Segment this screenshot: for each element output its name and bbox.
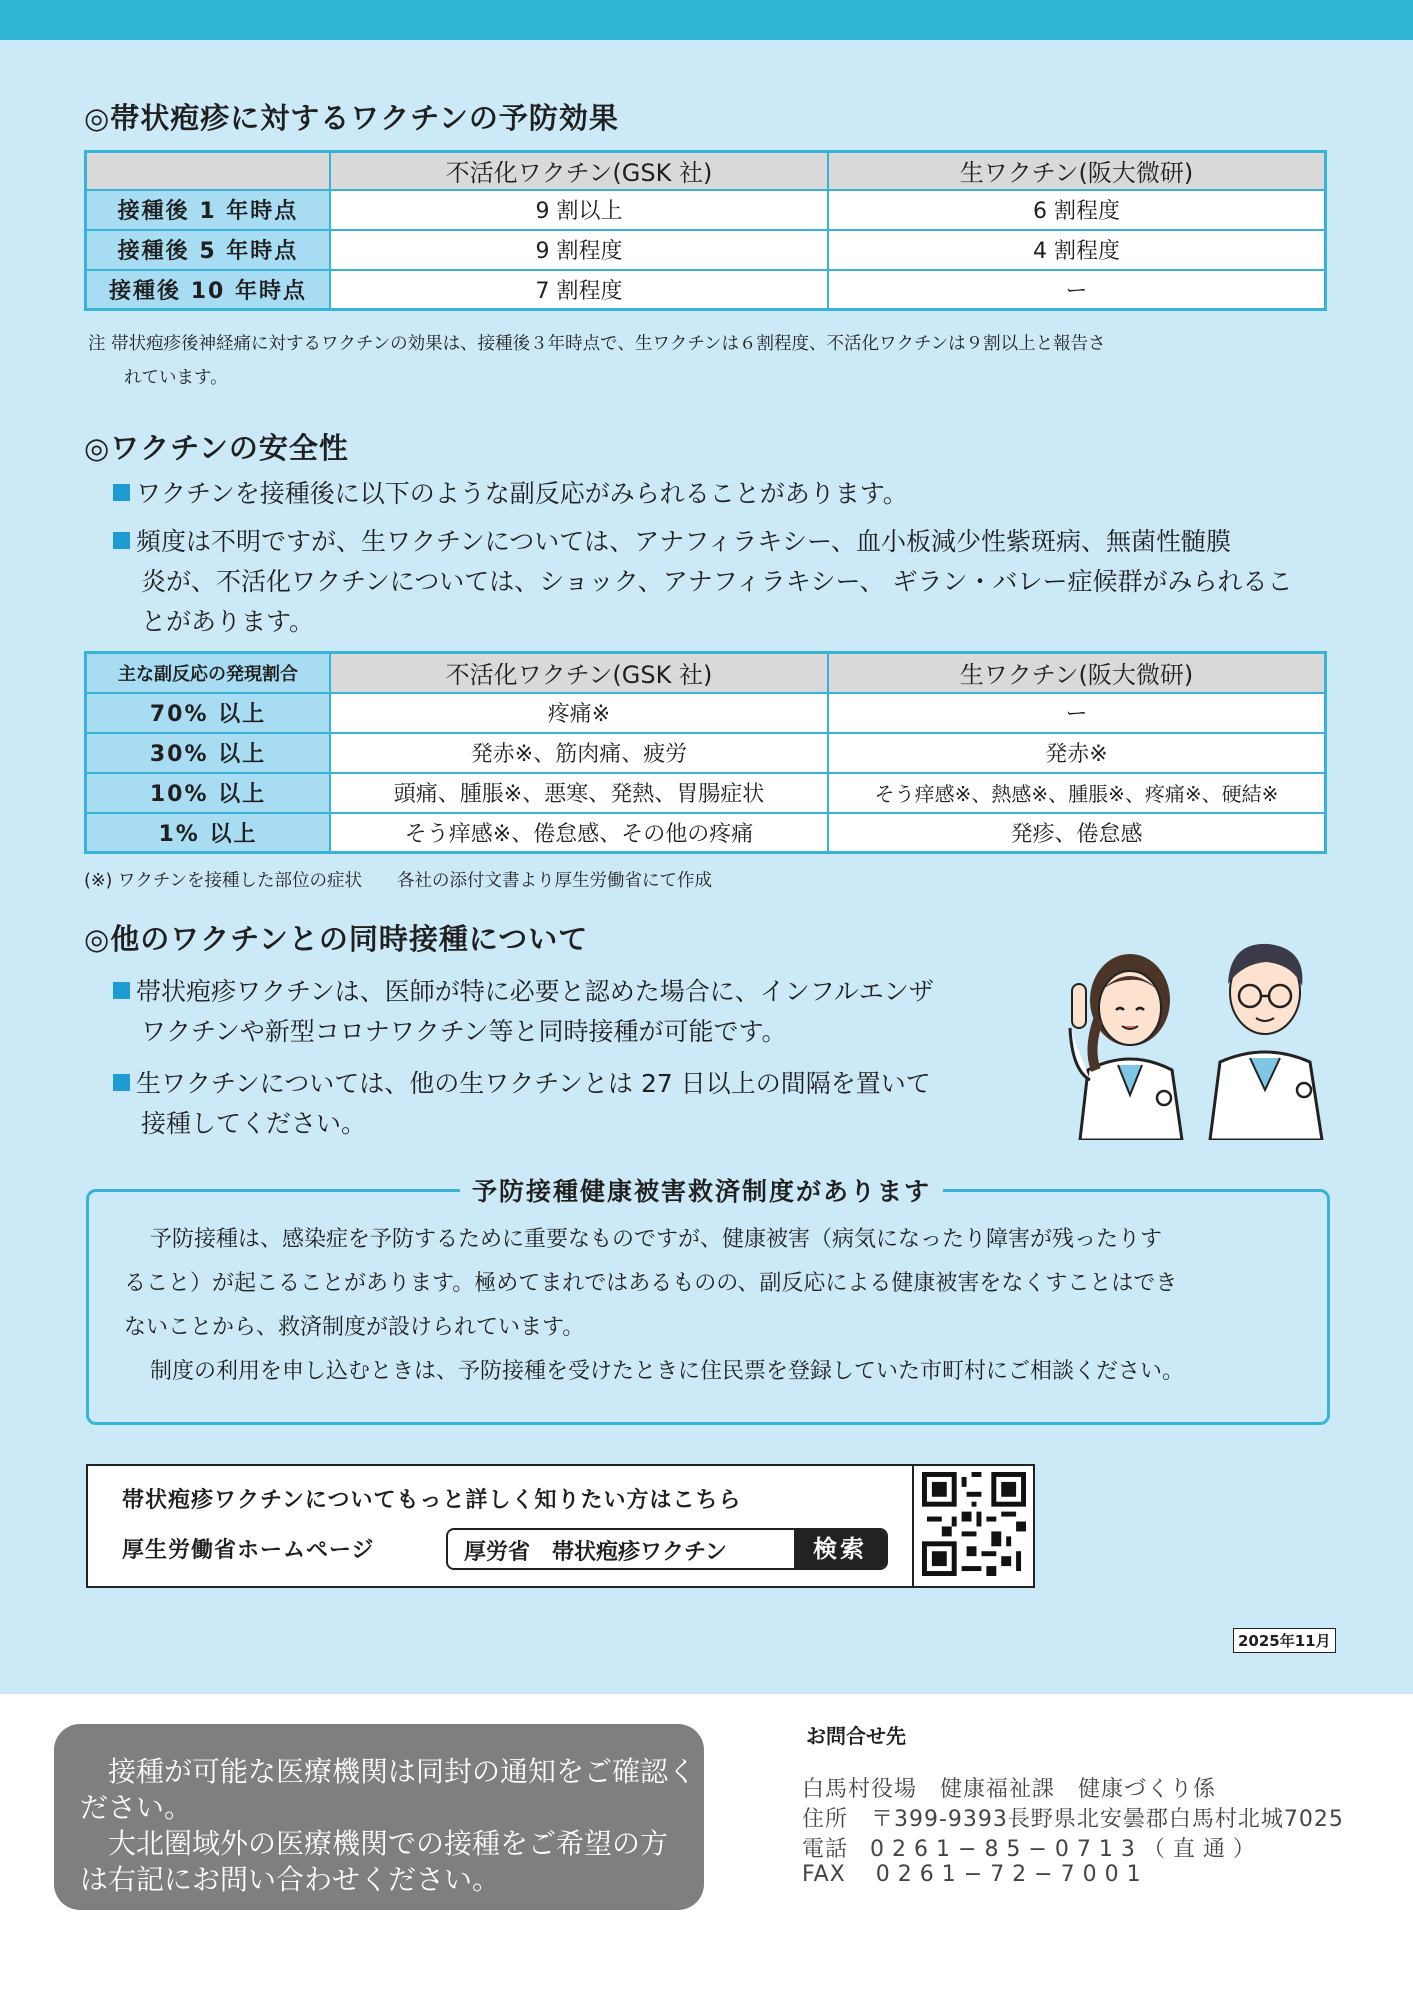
mhlw-homepage-label: 厚生労働省ホームページ (122, 1538, 375, 1563)
relief-text-line: ること）が起こることがあります。極めてまれではあるものの、副反応による健康被害をなくすことはでき (124, 1271, 1178, 1296)
bullet-square-icon (113, 532, 130, 549)
search-input[interactable]: 厚労省 帯状疱疹ワクチン (464, 1540, 727, 1565)
row-header: 1% 以上 (86, 813, 331, 853)
table-row (86, 190, 1326, 230)
simultaneous-bullet-1 (113, 972, 934, 1012)
table-row (86, 693, 1326, 733)
notice-line: ださい。 (80, 1791, 193, 1824)
table-cell: 発疹、倦怠感 (828, 813, 1326, 853)
qr-code-icon[interactable] (922, 1472, 1026, 1576)
tel-label: 電話 (802, 1837, 849, 1862)
row-header: 70% 以上 (86, 693, 331, 733)
simultaneous-heading: ◎他のワクチンとの同時接種について (84, 922, 589, 956)
table-cell: 9 割以上 (330, 190, 828, 230)
table-cell: 4 割程度 (828, 230, 1326, 270)
row-header: 接種後 1 年時点 (86, 190, 331, 230)
table-row (86, 773, 1326, 813)
top-accent-bar (0, 0, 1413, 40)
efficacy-heading: ◎帯状疱疹に対するワクチンの予防効果 (84, 101, 619, 135)
tel-number[interactable]: 0261−85−0713（直通） (870, 1837, 1263, 1862)
safety-heading: ◎ワクチンの安全性 (84, 431, 349, 465)
fax-label: FAX (802, 1862, 846, 1887)
bullet-text: ワクチンを接種後に以下のような副反応がみられることがあります。 (136, 479, 908, 508)
safety-bullet-2-cont: とがあります。 (141, 607, 315, 636)
table-cell: ー (828, 270, 1326, 310)
notice-line: 接種が可能な医療機関は同封の通知をご確認く (108, 1755, 697, 1788)
table-cell: 6 割程度 (828, 190, 1326, 230)
table-header-row (86, 152, 1326, 190)
simultaneous-bullet-2-cont: 接種してください。 (141, 1109, 367, 1138)
table-cell: そう痒感※、倦怠感、その他の疼痛 (330, 813, 828, 853)
column-header: 生ワクチン(阪大微研) (828, 152, 1326, 190)
table-cell: ー (828, 693, 1326, 733)
table-cell: 発赤※、筋肉痛、疲労 (330, 733, 828, 773)
notice-line: は右記にお問い合わせください。 (80, 1863, 501, 1896)
safety-bullet-2 (113, 522, 1231, 562)
side-effects-note: (※) ワクチンを接種した部位の症状 各社の添付文書より厚生労働省にて作成 (84, 871, 713, 891)
row-header: 10% 以上 (86, 773, 331, 813)
table-row (86, 270, 1326, 310)
table-header-row (86, 653, 1326, 693)
efficacy-note: 注 帯状疱疹後神経痛に対するワクチンの効果は、接種後３年時点で、生ワクチンは６割程度、不活化ワクチンは９割以上と報告さ (88, 334, 1106, 354)
column-header: 生ワクチン(阪大微研) (828, 653, 1326, 693)
table-row (86, 813, 1326, 853)
column-header: 不活化ワクチン(GSK 社) (330, 653, 828, 693)
relief-text-line: ないことから、救済制度が設けられています。 (124, 1315, 585, 1340)
contact-org: 白馬村役場 健康福祉課 健康づくり係 (802, 1777, 1217, 1802)
row-header-title: 主な副反応の発現割合 (86, 653, 331, 693)
simultaneous-bullet-1-cont: ワクチンや新型コロナワクチン等と同時接種が可能です。 (141, 1017, 787, 1046)
table-cell: 発赤※ (828, 733, 1326, 773)
relief-system-title: 予防接種健康被害救済制度があります (460, 1172, 943, 1208)
issue-date: 2025年11月 (1233, 1628, 1336, 1653)
row-header: 30% 以上 (86, 733, 331, 773)
contact-fax (802, 1862, 1149, 1887)
more-info-text: 帯状疱疹ワクチンについてもっと詳しく知りたい方はこちら (122, 1488, 742, 1513)
doctors-illustration-icon (1060, 920, 1340, 1140)
side-effects-table (84, 651, 1327, 854)
table-corner-cell (86, 152, 331, 190)
table-row (86, 230, 1326, 270)
table-cell: 疼痛※ (330, 693, 828, 733)
efficacy-table (84, 150, 1327, 311)
search-button[interactable]: 検索 (794, 1530, 886, 1568)
contact-tel (802, 1832, 1263, 1863)
bullet-text: 生ワクチンについては、他の生ワクチンとは 27 日以上の間隔を置いて (136, 1069, 931, 1098)
relief-text-line: 制度の利用を申し込むときは、予防接種を受けたときに住民票を登録していた市町村にご相談ください。 (150, 1359, 1185, 1384)
search-box[interactable] (446, 1528, 888, 1570)
contact-address: 住所 〒399-9393長野県北安曇郡白馬村北城7025 (802, 1807, 1344, 1832)
table-cell: 頭痛、腫脹※、悪寒、発熱、胃腸症状 (330, 773, 828, 813)
bullet-text: 頻度は不明ですが、生ワクチンについては、アナフィラキシー、血小板減少性紫斑病、無菌性髄膜 (136, 527, 1232, 556)
relief-text-line: 予防接種は、感染症を予防するために重要なものですが、健康被害（病気になったり障害が残ったりす (150, 1227, 1163, 1252)
bullet-square-icon (113, 484, 130, 501)
table-cell: 9 割程度 (330, 230, 828, 270)
bullet-text: 帯状疱疹ワクチンは、医師が特に必要と認めた場合に、インフルエンザ (136, 977, 934, 1006)
row-header: 接種後 5 年時点 (86, 230, 331, 270)
fax-number: 0261−72−7001 (875, 1862, 1149, 1887)
notice-line: 大北圏域外の医療機関での接種をご希望の方 (108, 1827, 669, 1860)
table-cell: そう痒感※、熱感※、腫脹※、疼痛※、硬結※ (828, 773, 1326, 813)
column-header: 不活化ワクチン(GSK 社) (330, 152, 828, 190)
row-header: 接種後 10 年時点 (86, 270, 331, 310)
safety-bullet-2-cont: 炎が、不活化ワクチンについては、ショック、アナフィラキシー、 ギラン・バレー症候群がみられるこ (141, 567, 1293, 596)
efficacy-note-cont: れています。 (124, 368, 228, 388)
qr-code-area (912, 1464, 1034, 1588)
safety-bullet-1 (113, 474, 908, 514)
contact-heading: お問合せ先 (806, 1724, 906, 1748)
bullet-square-icon (113, 1074, 130, 1091)
table-cell: 7 割程度 (330, 270, 828, 310)
simultaneous-bullet-2 (113, 1064, 931, 1104)
bullet-square-icon (113, 982, 130, 999)
table-row (86, 733, 1326, 773)
notice-box (54, 1724, 704, 1910)
